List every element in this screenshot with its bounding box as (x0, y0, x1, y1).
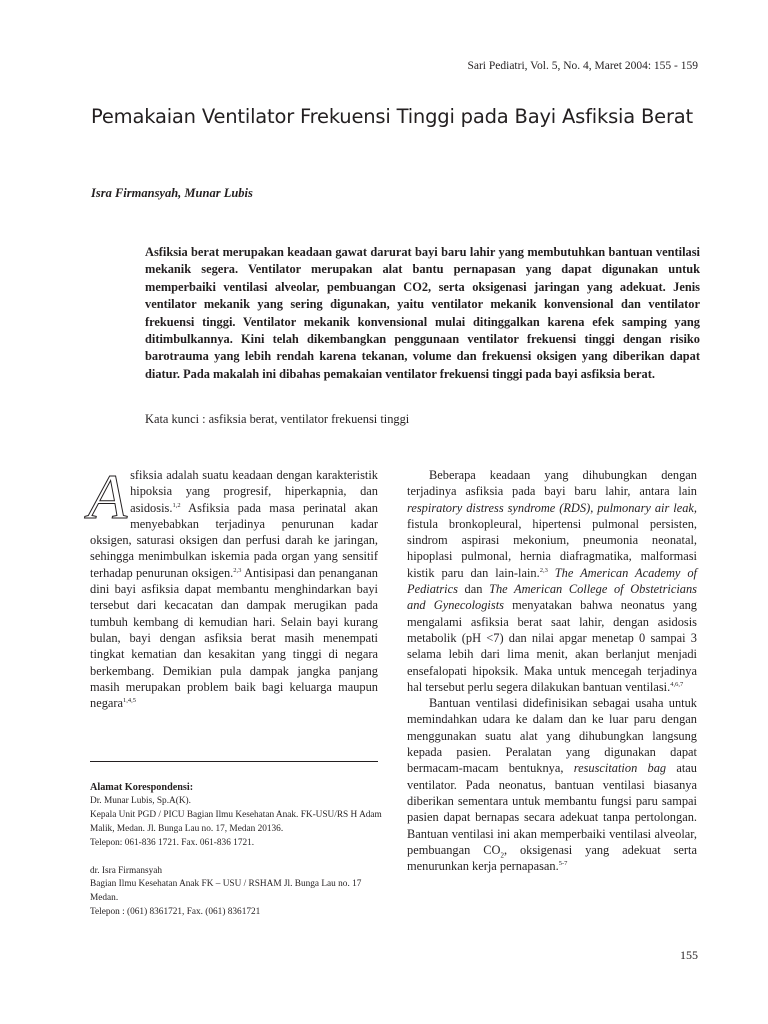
correspondence-line: Telepon : (061) 8361721, Fax. (061) 8361721 (90, 907, 261, 918)
correspondence-heading: Alamat Korespondensi: (90, 782, 194, 793)
intro-paragraph (88, 461, 379, 711)
text-run: sfiksia adalah suatu keadaan dengan karakteristik hipoksia yang progresif, hiperkapnia, dan asidosis. (130, 468, 378, 515)
body-paragraph (407, 695, 697, 874)
italic-term: The American College of Obstetricians and Gynecologists (407, 582, 697, 613)
abstract-text: Asfiksia berat merupakan keadaan gawat darurat bayi baru lahir yang membutuhkan bantuan ventilasi mekanik segera. Ventilator merupakan alat bantu pernapasan yang dapat digunakan untuk memperbaiki ventilasi alveolar, pembuangan CO2, serta oksigenasi jaringan yang adekuat. Jenis ventilator mekanik yang sering digunakan, yaitu ventilator mekanik konvensional dan ventilator frekuensi tinggi. Ventilator mekanik konvensional mulai ditinggalkan karena efek samping yang ditimbulkannya. Kini telah dikembangkan penggunaan ventilator frekuensi tinggi dengan risiko barotrauma yang lebih rendah karena tekanan, volume dan frekuensi oksigen yang diberikan dapat diatur. Pada makalah ini dibahas pemakaian ventilator frekuensi tinggi pada bayi asfiksia berat. (145, 245, 700, 381)
correspondence-line: Dr. Munar Lubis, Sp.A(K). (90, 795, 191, 806)
text-run: menyatakan bahwa neonatus yang mengalami asfiksia berat saat lahir, dengan asidosis metabolik (pH <7) dan nilai apgar menetap 0 sampai 3 selama lebih dari lima menit, akan berlanjut menjadi ensefalopati hipoksik. Maka untuk mencegah terjadinya hal tersebut perlu segera dilakukan bantuan ventilasi. (407, 598, 697, 694)
citation: 2,3 (233, 566, 242, 574)
citation: 1,2 (172, 501, 181, 509)
text-run: Asfiksia pada masa perinatal akan menyebabkan terjadinya penurunan kadar oksigen, saturasi oksigen dan perfusi darah ke jaringan, sehingga menimbulkan iskemia pada organ yang sensitif terhadap penurunan oksigen. (90, 500, 378, 580)
italic-term: The American Academy of Pediatrics (407, 565, 698, 597)
citation: 4,6,7 (670, 680, 684, 688)
abstract (145, 244, 700, 383)
footnote-divider (90, 761, 378, 762)
subscript: 2 (500, 851, 504, 860)
text-run: , oksigenasi yang adekuat serta menurunkan kerja pernapasan. (407, 842, 697, 874)
text-run: fistula bronkopleural, hipertensi pulmonal persisten, sindrom aspirasi mekonium, pneumonia neonatal, hipoplasi pulmonal, hernia diafragmatika, malformasi kistik paru dan lain-lain. (407, 516, 697, 580)
author-list: Isra Firmansyah, Munar Lubis (91, 186, 253, 200)
text-run: Antisipasi dan penanganan dini bayi asfiksia dapat membantu menghindarkan bayi tersebut dari kecacatan dan dampak merugikan pada tumbuh kembang di kemudian hari. Selain bayi kurang bulan, bayi dengan asfiksia berat masih menempati tingkat kematian dan kesakitan yang tinggi di negara berkembang. Demikian pula dampak jangka panjang masih merupakan problem baik bagi keluarga maupun negara (90, 565, 379, 711)
italic-term: respiratory distress syndrome (RDS), pulmonary air leak, (407, 500, 697, 515)
text-run: dan (457, 582, 490, 597)
correspondence-block (90, 781, 390, 920)
drop-cap: A (88, 461, 128, 532)
keywords: Kata kunci : asfiksia berat, ventilator frekuensi tinggi (145, 412, 410, 426)
correspondence-line: dr. Isra Firmansyah (90, 865, 163, 876)
citation: 1,4,5 (123, 697, 137, 705)
italic-term: resuscitation bag (573, 761, 667, 776)
right-column (407, 467, 697, 874)
citation: 2,3 (539, 566, 548, 574)
text-run: Bantuan ventilasi didefinisikan sebagai usaha untuk memindahkan udara ke dalam dan ke luar paru dengan menggunakan suatu alat yang dihubungkan langsung kepada pasien. Peralatan yang digunakan dapat bermacam-macam bentuknya, (407, 696, 697, 776)
correspondence-line: Kepala Unit PGD / PICU Bagian Ilmu Kesehatan Anak. FK-USU/RS H Adam Malik, Medan. Jl. Bunga Lau no. 17, Medan 20136. (90, 809, 382, 834)
correspondence-line: Bagian Ilmu Kesehatan Anak FK – USU / RSHAM Jl. Bunga Lau no. 17 Medan. (90, 879, 362, 904)
page-number: 155 (680, 948, 698, 962)
body-paragraph (407, 467, 697, 695)
citation: 5-7 (558, 860, 568, 867)
journal-reference: Sari Pediatri, Vol. 5, No. 4, Maret 2004: 155 - 159 (467, 60, 698, 72)
text-run: Beberapa keadaan yang dihubungkan dengan terjadinya asfiksia pada bayi baru lahir, antara lain (407, 468, 697, 499)
article-title: Pemakaian Ventilator Frekuensi Tinggi pada Bayi Asfiksia Berat (91, 105, 693, 128)
left-column (88, 461, 379, 711)
text-run: atau ventilator. Pada neonatus, bantuan ventilasi biasanya diberikan sementara untuk membantu fungsi paru sampai pasien dapat bernapas secara adekuat tanpa pertolongan. Bantuan ventilasi ini akan memperbaiki ventilasi alveolar, pembuangan CO (407, 761, 697, 857)
correspondence-line: Telepon: 061-836 1721. Fax. 061-836 1721. (90, 837, 255, 848)
